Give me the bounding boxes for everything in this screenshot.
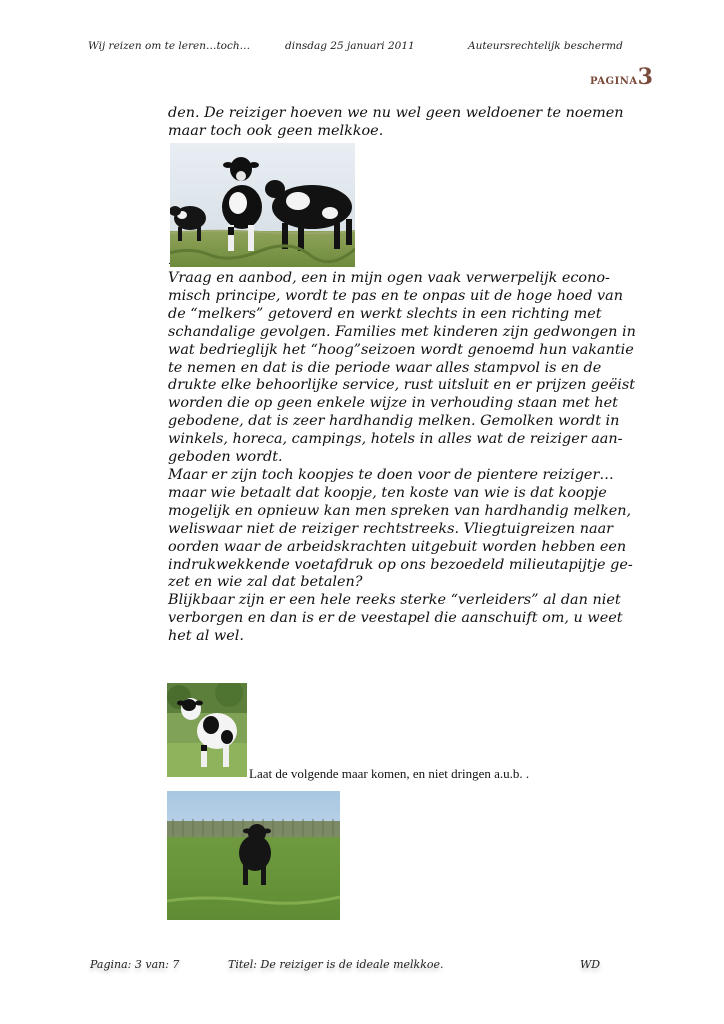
text-line: het al wel.	[168, 628, 244, 645]
main-paragraph	[168, 270, 668, 646]
stray-dot: .	[168, 257, 171, 267]
text-line: wat bedrieglijk het “hoog”seizoen wordt genoemd hun vakantie	[168, 341, 634, 358]
page-number: 3	[637, 64, 653, 90]
black-cow-photo	[167, 791, 340, 920]
text-line: worden die op geen enkele wijze in verhouding staan met het	[168, 395, 618, 412]
single-cow-image	[167, 683, 247, 777]
text-line: te nemen en dat is die periode waar alles stampvol is en de	[168, 359, 602, 376]
text-line: Vraag en aanbod, een in mijn ogen vaak verwerpelijk econo-	[168, 270, 610, 286]
black-cow-image	[167, 791, 340, 920]
page-word: PAGINA	[590, 76, 638, 87]
text-line: winkels, horeca, campings, hotels in alles wat de reiziger aan-	[168, 431, 623, 448]
intro-paragraph	[168, 105, 668, 141]
photo-caption: Laat de volgende maar komen, en niet dringen a.u.b. .	[249, 766, 530, 781]
cows-herd-image	[170, 143, 355, 267]
text-line: maar toch ook geen melkkoe.	[168, 122, 384, 139]
footer-title: Titel: De reiziger is de ideale melkkoe.	[228, 958, 444, 971]
text-line: geboden wordt.	[168, 449, 283, 466]
text-line: verborgen en dan is er de veestapel die aanschuift om, u weet	[168, 610, 623, 627]
text-line: oorden waar de arbeidskrachten uitgebuit worden hebben een	[168, 538, 627, 555]
text-line: maar wie betaalt dat koopje, ten koste van wie is dat koopje	[168, 484, 607, 501]
page-header	[88, 40, 648, 60]
text-line: indrukwekkende voetafdruk op ons bezoedeld milieutapijtje ge-	[168, 556, 633, 573]
text-line: Blijkbaar zijn er een hele reeks sterke “verleiders” al dan niet	[168, 592, 621, 609]
header-date: dinsdag 25 januari 2011	[285, 40, 415, 52]
footer-page-count: Pagina: 3 van: 7	[90, 958, 180, 971]
text-line: weliswaar niet de reiziger rechtstreeks. Vliegtuigreizen naar	[168, 520, 614, 537]
text-line: zet en wie zal dat betalen?	[168, 574, 363, 591]
cows-herd-photo	[170, 143, 355, 267]
header-left-text: Wij reizen om te leren…toch…	[88, 40, 251, 52]
text-line: Maar er zijn toch koopjes te doen voor de pientere reiziger…	[168, 466, 614, 483]
text-line: misch principe, wordt te pas en te onpas uit de hoge hoed van	[168, 287, 623, 304]
page-number-label	[590, 64, 653, 90]
footer-initials: WD	[580, 958, 601, 971]
text-line: de “melkers” getoverd en werkt slechts in een richting met	[168, 305, 602, 322]
header-copyright: Auteursrechtelijk beschermd	[468, 40, 623, 52]
text-line: schandalige gevolgen. Families met kinderen zijn gedwongen in	[168, 323, 636, 340]
single-cow-photo	[167, 683, 247, 777]
text-line: drukte elke behoorlijke service, rust uitsluit en er prijzen geëist	[168, 377, 636, 394]
text-line: mogelijk en opnieuw kan men spreken van hardhandig melken,	[168, 502, 632, 519]
text-line: gebodene, dat is zeer hardhandig melken. Gemolken wordt in	[168, 413, 620, 430]
page-footer	[90, 958, 630, 978]
text-line: den. De reiziger hoeven we nu wel geen weldoener te noemen	[168, 105, 624, 121]
